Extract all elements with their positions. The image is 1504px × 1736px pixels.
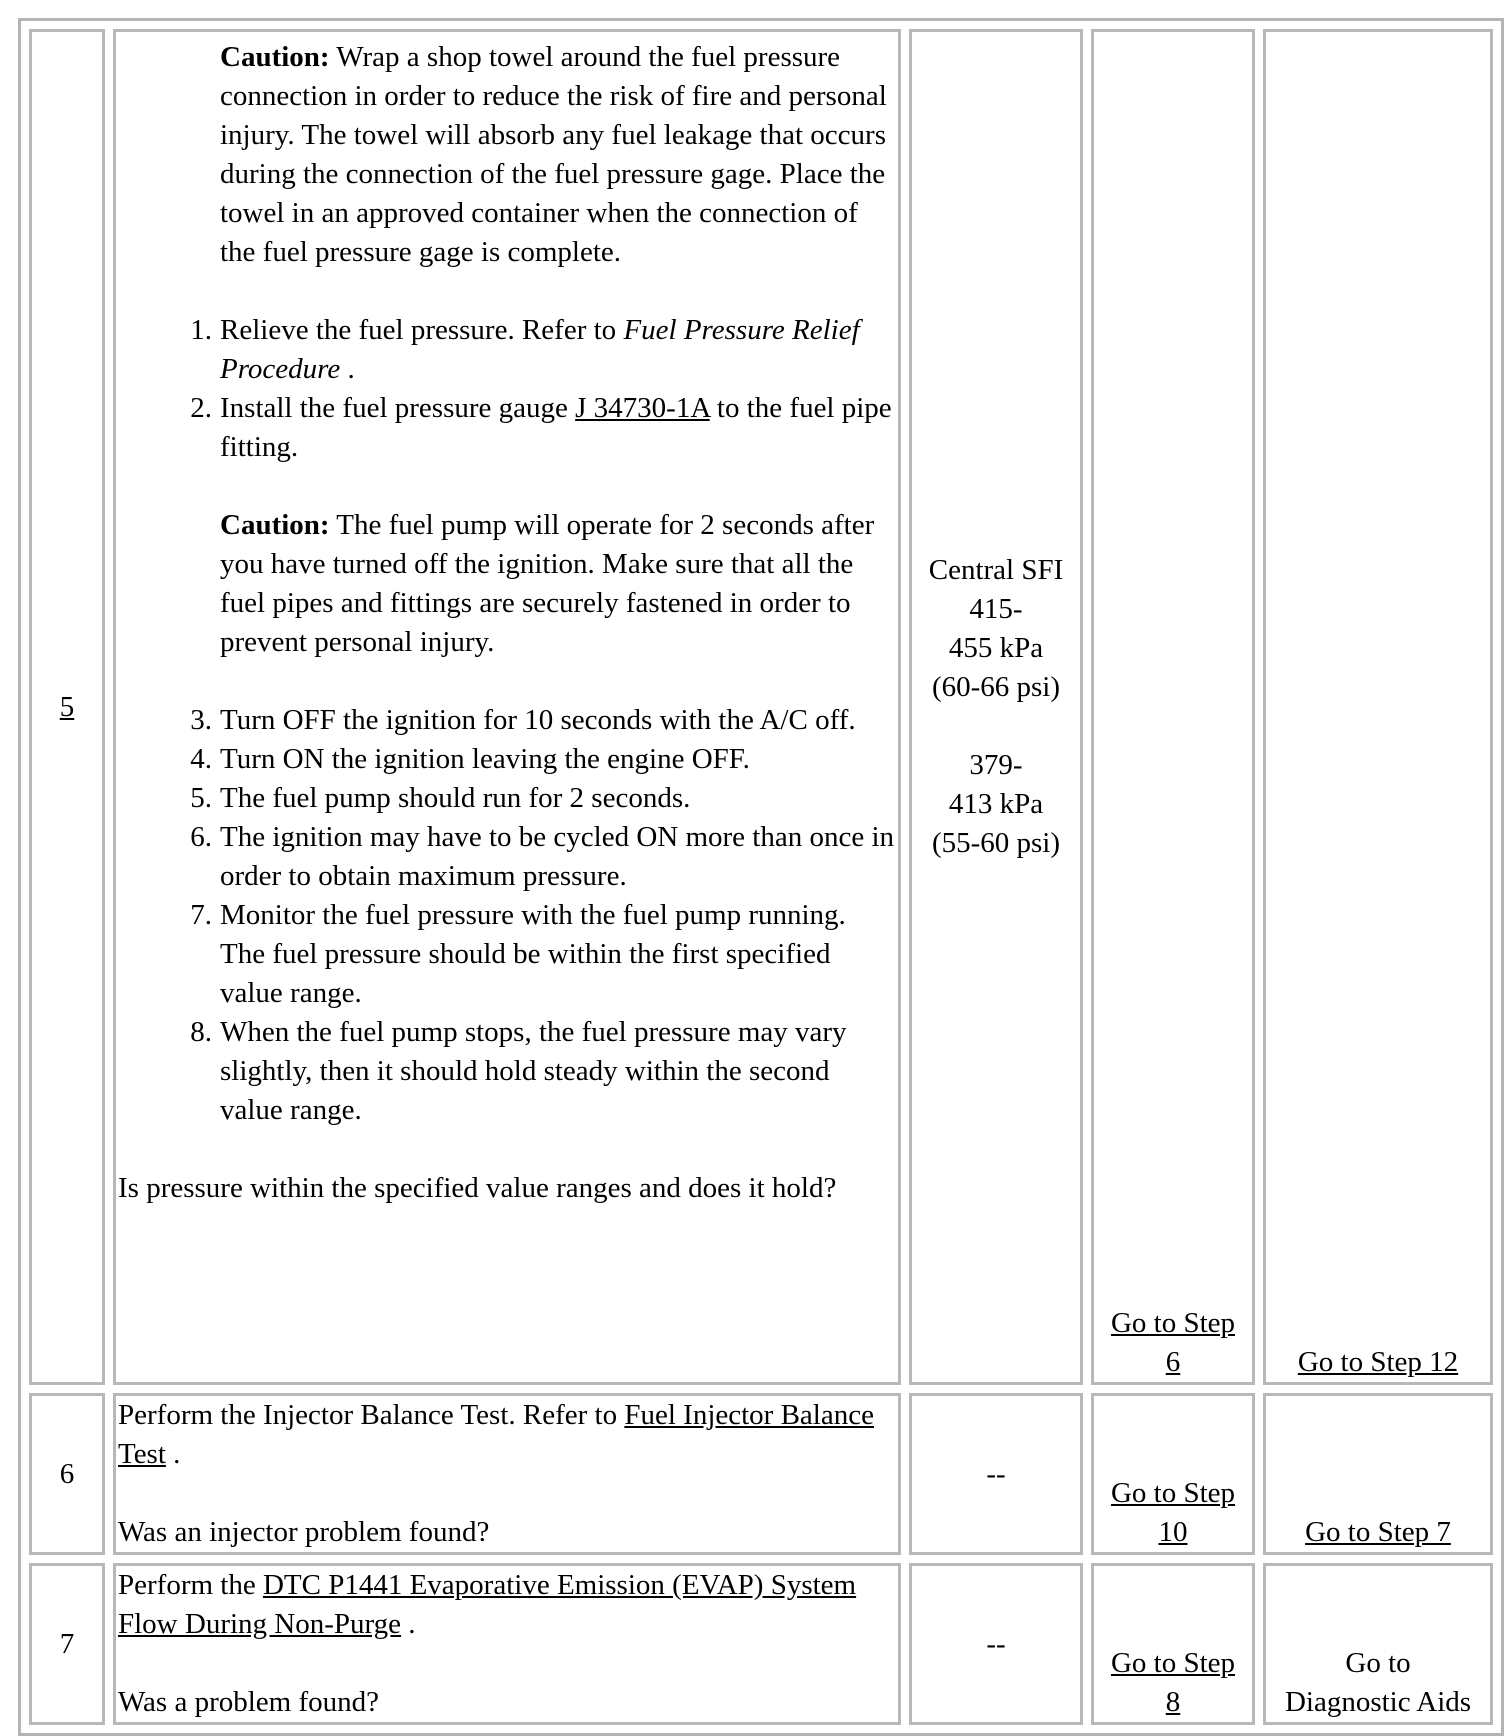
procedure-link[interactable]: Fuel Injector Balance Test	[118, 1399, 874, 1470]
action-cell	[113, 1393, 901, 1555]
list-item: 1. Relieve the fuel pressure. Refer to Fuel Pressure Relief Procedure .	[190, 314, 860, 385]
question-text: Was a problem found?	[118, 1686, 379, 1718]
table-row	[29, 29, 1493, 1385]
value-line: 379-	[969, 749, 1023, 781]
action-cell	[113, 29, 901, 1385]
step-number: 7	[59, 1627, 75, 1660]
no-cell	[1263, 1393, 1493, 1555]
value-text: --	[986, 1627, 1006, 1660]
procedure-link[interactable]: DTC P1441 Evaporative Emission (EVAP) System Flow During Non-Purge	[118, 1569, 857, 1640]
value-cell	[909, 29, 1083, 1385]
question-text: Was an injector problem found?	[118, 1516, 490, 1548]
list-item: 2. Install the fuel pressure gauge J 34730-1A to the fuel pipe fitting.	[190, 392, 892, 463]
procedure-reference: Fuel Pressure Relief Procedure	[220, 314, 860, 385]
caution-note	[118, 38, 896, 272]
caution-note	[118, 506, 896, 662]
yes-cell	[1091, 1563, 1255, 1725]
value-text: --	[986, 1457, 1006, 1490]
yes-link[interactable]: Go to Step 8	[1110, 1647, 1236, 1718]
yes-cell	[1091, 29, 1255, 1385]
action-text: Perform the DTC P1441 Evaporative Emission (EVAP) System Flow During Non-Purge .	[118, 1569, 857, 1640]
action-text: Perform the Injector Balance Test. Refer to Fuel Injector Balance Test .	[118, 1399, 874, 1470]
list-item: 4. Turn ON the ignition leaving the engine OFF.	[190, 743, 750, 775]
step-number-cell	[29, 1563, 105, 1725]
no-link[interactable]: Go to Diagnostic Aids	[1284, 1647, 1472, 1718]
list-item: 8. When the fuel pump stops, the fuel pressure may vary slightly, then it should hold steady within the second value range.	[190, 1016, 847, 1126]
yes-link[interactable]: Go to Step 10	[1110, 1477, 1236, 1548]
caution-text: The fuel pump will operate for 2 seconds after you have turned off the ignition. Make sure that all the fuel pipes and fittings are securely fastened in order to prevent personal injury.	[220, 509, 875, 658]
value-line: Central SFI	[928, 554, 1064, 586]
caution-label: Caution:	[220, 509, 330, 541]
step-number-cell	[29, 29, 105, 1385]
caution-text: Wrap a shop towel around the fuel pressure connection in order to reduce the risk of fire and personal injury. The towel will absorb any fuel leakage that occurs during the connection of the fuel pressure gage. Place the towel in an approved container when the connection of the fuel pressure gage is complete.	[220, 41, 887, 268]
value-line: (55-60 psi)	[931, 827, 1061, 859]
value-line: 413 kPa	[948, 788, 1044, 820]
list-item: 7. Monitor the fuel pressure with the fuel pump running. The fuel pressure should be within the first specified value range.	[190, 899, 846, 1009]
step-number-cell	[29, 1393, 105, 1555]
value-cell	[909, 1563, 1083, 1725]
caution-label: Caution:	[220, 41, 330, 73]
tool-link[interactable]: J 34730-1A	[575, 392, 710, 424]
no-link[interactable]: Go to Step 7	[1305, 1516, 1451, 1548]
action-cell	[113, 1563, 901, 1725]
list-item: 3. Turn OFF the ignition for 10 seconds with the A/C off.	[190, 704, 856, 736]
table-row	[29, 1563, 1493, 1725]
no-cell	[1263, 29, 1493, 1385]
value-line: 455 kPa	[948, 632, 1044, 664]
step-number: 6	[59, 1457, 75, 1490]
value-line: (60-66 psi)	[931, 671, 1061, 703]
yes-link[interactable]: Go to Step 6	[1110, 1307, 1236, 1378]
question-text: Is pressure within the specified value ranges and does it hold?	[118, 1172, 837, 1204]
procedure-list	[118, 311, 896, 467]
no-cell	[1263, 1563, 1493, 1725]
list-item: 6. The ignition may have to be cycled ON more than once in order to obtain maximum pressure.	[190, 821, 895, 892]
table-row	[29, 1393, 1493, 1555]
procedure-list	[118, 701, 896, 1130]
list-item: 5. The fuel pump should run for 2 seconds.	[190, 782, 691, 814]
value-cell	[909, 1393, 1083, 1555]
value-line: 415-	[969, 593, 1023, 625]
diagnostic-steps-table	[18, 18, 1504, 1736]
yes-cell	[1091, 1393, 1255, 1555]
no-link[interactable]: Go to Step 12	[1297, 1346, 1459, 1378]
step-number-link[interactable]: 5	[59, 690, 75, 723]
